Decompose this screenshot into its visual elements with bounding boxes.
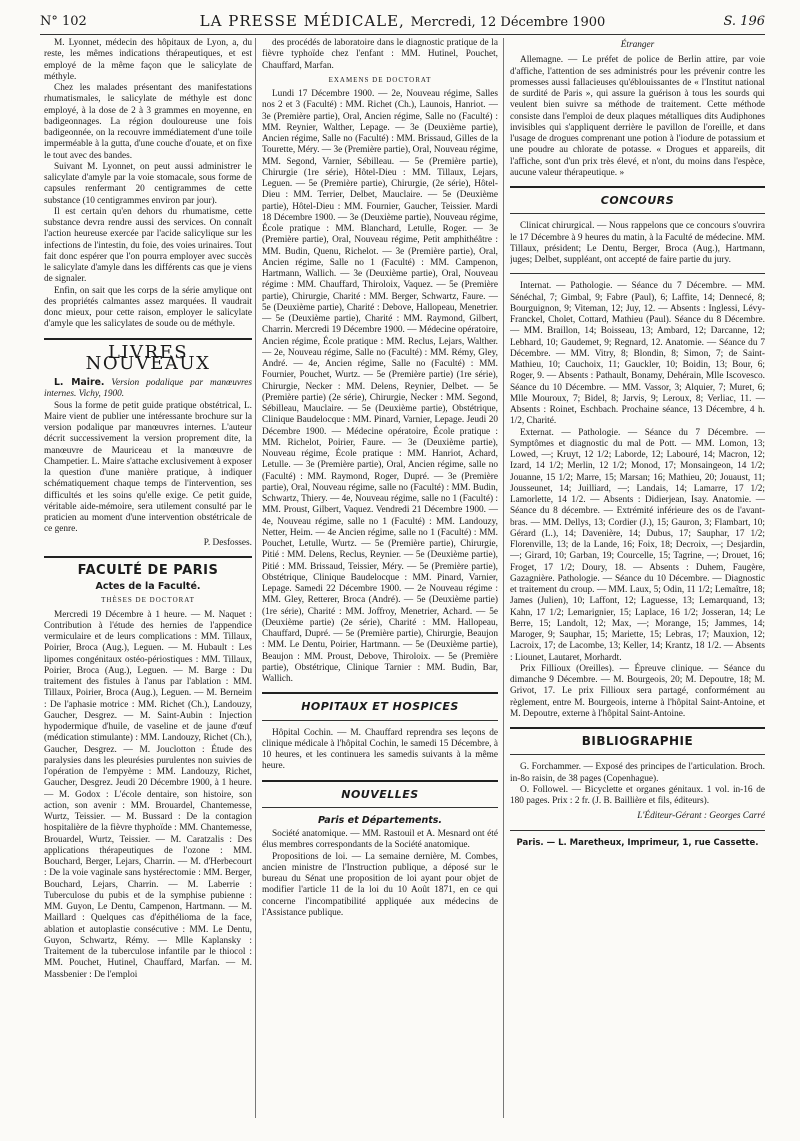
examens-heading: EXAMENS DE DOCTORAT xyxy=(328,75,432,84)
clinicat-text: Clinicat chirurgical. — Nous rappelons que ce concours s'ouvrira le 17 Décembre à 9 heures du matin, à la Faculté de médecine. MM. Tillaux, président; Le Dentu, Berger, Broca (Aug.), Hartmann, juges; Delbet, suppléant, ont accepté de faire partie du jury. xyxy=(510,221,765,265)
divider xyxy=(262,692,498,694)
journal-title-line xyxy=(40,12,765,30)
column-left xyxy=(44,38,252,981)
printer-footer: Paris. — L. Maretheux, Imprimeur, 1, rue Cassette. xyxy=(516,837,759,848)
concours-heading: CONCOURS xyxy=(600,194,675,207)
bibliographie-heading: BIBLIOGRAPHIE xyxy=(581,734,694,748)
column-divider-2 xyxy=(503,38,504,1118)
theses-heading: THÈSES DE DOCTORAT xyxy=(101,596,195,605)
page-number: S. 196 xyxy=(723,14,765,29)
divider xyxy=(510,186,765,188)
divider xyxy=(262,807,498,808)
nouvelles-heading: NOUVELLES xyxy=(341,787,419,801)
review-signature: P. Desfosses. xyxy=(203,537,252,548)
paragraph: des procédés de laboratoire dans le diagnostic pratique de la fièvre typhoïde chez l'enfant : MM. Hutinel, Pouchet, Chauffard, Marfan. xyxy=(262,38,498,71)
issue-number: N° 102 xyxy=(40,14,87,29)
paragraph: M. Lyonnet, médecin des hôpitaux de Lyon, a, du reste, les mêmes indications thérapeutiques, et est employé de la même façon que le salicylate de méthyle. xyxy=(44,38,252,82)
divider xyxy=(44,338,252,340)
hopitaux-heading: HOPITAUX ET HOSPICES xyxy=(301,700,459,714)
divider xyxy=(510,830,765,831)
livres-nouveaux-heading: LIVRES NOUVEAUX xyxy=(85,341,211,374)
divider xyxy=(510,213,765,214)
paragraph: Chez les malades présentant des manifestations rhumatismales, le salicylate de méthyle est donc employé, à la dose de 2 à 3 grammes en moyenne, en badigeonnages. La région douloureuse une fois badigeonnée, on la recouvre immédiatement d'une toile imperméable à la gutta, d'une couche d'ouate, et on fixe le tout avec des bandes. xyxy=(44,83,252,161)
prix-text: Prix Fillioux (Oreilles). — Épreuve clinique. — Séance du dimanche 9 Décembre. — M. Bourgeois, 20; M. Depoutre, 18; M. Grivot, 17. Le prix Fillioux sera partagé, conformément au règlement, entre M. Bourgeois, interne à l'hôpital Saint-Antoine, et M. Depoutre, externe à l'hôpital Saint-Antoine. xyxy=(510,663,765,719)
paragraph: Suivant M. Lyonnet, on peut aussi administrer le salicylate d'amyle par la voie stomacale, sous forme de capsules renfermant 20 centigrammes de cette substance (10 centigrammes environ par jour). xyxy=(44,161,252,206)
societe-text: Société anatomique. — MM. Rastouil et A. Mesnard ont été élus membres correspondants de la Société anatomique. xyxy=(262,829,498,851)
book-review xyxy=(44,377,252,401)
journal-title: LA PRESSE MÉDICALE, xyxy=(199,12,405,30)
allemagne-text: Allemagne. — Le préfet de police de Berlin attire, par voie d'affiche, l'attention de ses administrés pour les prévenir contre les promesses aussi fallacieuses qu'éblouissantes de « l'Institut national de surdité de Paris », qui assure la guérison à tous les sourds qui veulent bien suivre sa méthode de traitement. Cette méthode consiste dans l'emploi de deux plaques métalliques dits Audiphones invisibles qui s'appliquent derrière le pavillon de l'oreille, et dans l'usage de drogues comprenant une potion à l'iodure de potassium et une poudre au chlorate de potasse. « Drogues et appareils, dit l'affiche, sont d'un prix très élevé, et n'ont, du moins dans l'espèce, aucune valeur thérapeutique. » xyxy=(510,55,765,178)
book-review-text: Sous la forme de petit guide pratique obstétrical, L. Maire vient de publier une intéressante brochure sur la version podalique par manœuvres internes. L'auteur décrit successivement la version proprement dite, la manœuvre de Mauriceau et la manœuvre de Champetier. L. Maire s'attache exclusivement à exposer la question d'une manière pratique, à indiquer schématiquement chaque temps de l'intervention, ses difficultés et les soins qu'elle exige. Ce petit guide, véritable aide-mémoire, sera utilement consulté par le praticien au moment d'une intervention obstétricale de ce genre. xyxy=(44,400,252,535)
externat-text: Externat. — Pathologie. — Séance du 7 Décembre. — Symptômes et diagnostic du mal de Pott. — MM. Lomon, 13; Lowed, —; Kruyt, 12 1/2; Laborde, 12; Labouré, 14; Macron, 12; Izard, 14 1/2; Merlin, 12 1/2; Monod, 17; Monsaingeon, 14 1/2; Jouanne, 15 1/2; Marre, 15; Marsan; 16; Mathieu, 20; Jouaust, 11; Jousseunet, 14; Juilliard, —; Landais, 14; Lamarre, 17 1/2; Lamorlette, 14 1/2. — Absents : Didierjean, Isay. Anatomie. — Séance du 8 décembre. — Extrémité inférieure des os de l'avant-bras. — MM. Dellys, 13; Cordier (J.), 15; Gauron, 3; Flambart, 10; Gérard (L.), 14; Davenière, 14; Dubus, 17; Sauphar, 17 1/2; Florenville, 13; de la Lande, 16; Foix, 18; Decroix, —; Desjardin, —; Girard, 10; Garban, 19; Courcelle, 15; Tagrine, —; Drouet, 16; Froget, 17 1/2; Doury, 18. — Absents : Duhem, Faugère, Gazagnière. Pathologie. — Séance du 10 Décembre. — Diagnostic et traitement du croup. — MM. Laux, 5; Odin, 11 1/2; Lemaître, 18; James (Julien), 10; Laffont, 12; Laguesse, 13; Lemarquand, 13; Kahn, 17 1/2; Lemarignier, 15; Laplace, 16 1/2; Josseran, 14; Le Berre, 15; Landolt, 12; Max, —; Morange, 15; Jammes, 14; Maroger, 9; Sauphar, 15; Mariette, 15; Lebras, 17; Mauxion, 12; Lacroix, 17; de Lacombe, 13; Keller, 14; Krantz, 18 1/2. — Absents : Liounet, Lautaret, Morhardt. xyxy=(510,427,765,663)
actes-heading: Actes de la Faculté. xyxy=(95,581,201,592)
biblio-entry: O. Followel. — Bicyclette et organes génitaux. 1 vol. in-16 de 180 pages. Prix : 2 fr. (J. B. Baillière et fils, éditeurs). xyxy=(510,784,765,806)
divider xyxy=(510,727,765,729)
column-middle xyxy=(262,38,498,919)
faculte-heading: FACULTÉ DE PARIS xyxy=(77,562,219,578)
book-author: L. Maire. xyxy=(54,377,105,388)
page-header xyxy=(40,12,765,35)
propositions-text: Propositions de loi. — La semaine dernière, M. Combes, ancien ministre de l'Instruction publique, a déposé sur le bureau du Sénat une proposition de loi ayant pour objet de modifier l'article 11 de la loi du 10 Août 1871, en ce qui concerne l'incompatibilité appliquée aux médecins de l'Assistance publique. xyxy=(262,851,498,918)
column-right xyxy=(510,38,765,849)
hopitaux-text: Hôpital Cochin. — M. Chauffard reprendra ses leçons de clinique médicale à l'hôpital Cochin, le samedi 15 Décembre, à 10 heures, et les continuera les samedis suivants à la même heure. xyxy=(262,727,498,772)
divider xyxy=(510,754,765,755)
theses-text: Mercredi 19 Décembre à 1 heure. — M. Naquet : Contribution à l'étude des hernies de l'appendice vermiculaire et de leurs complications : MM. Tillaux, Poirier, Broca (Aug.), Leguen. — M. Hubault : Les lipomes congénitaux ostéo-périostiques : MM. Tillaux, Poirier, Broca (Aug.), Leguen. — M. Barge : Du traitement des fistules à l'anus par l'ablation : MM. Tillaux, Poirier, Broca (Aug.), Leguen. — M. Berneim : De l'aphasie motrice : MM. Richet (Ch.), Landouzy, Gaucher, Desgrez. — M. Saint-Aubin : Injection hypodermique d'huile, de vaseline et de jaune d'œuf (médication stimulante) : MM. Landouzy, Richet (Ch.), Gaucher, Desgrez. — M. Jouclotton : Étude des paralysies dans les pleurésies purulentes non suivies de l'opération de l'empyème : MM. Landouzy, Richet, Gaucher, Desgrez. Jeudi 20 Décembre 1900, à 1 heure. — M. Godox : L'école dentaire, son histoire, son action, son avenir : MM. Brouardel, Chantemesse, Wurtz, Teissier. — M. Bussard : De la contagion hospitalière de la fièvre thyphoïde : MM. Chantemesse, Brouardel, Wurtz, Teissier. — M. Caratzalis : Des applications thérapeutiques de l'ozone : MM. Bouchard, Berger, Lejars, Charrin. — M. d'Herbecourt : De la voie vaginale sans hystérectomie : MM. Berger, Bouchard, Lejars, Charrin. — M. Laberrie : Tuberculose du pubis et de la symphise pubienne : MM. Guyon, Le Dentu, Campenon, Hartmann. — M. Maillard : Quelques cas d'épithélioma de la face, ablation et autoplastie consécutive : MM. Le Dentu, Guyon, Schwartz, Rémy. — Mlle Kaplansky : Traitement de la tuberculose infantile par le thiocol : MM. Pouchet, Hutinel, Chauffard, Marfan. — M. Massbenier : De l'emploi xyxy=(44,609,252,980)
book-reference: Version podalique par manœuvres internes. Vichy, 1900. xyxy=(44,378,252,400)
internat-text: Internat. — Pathologie. — Séance du 7 Décembre. — MM. Sénéchal, 7; Gimbal, 9; Fabre (Paul), 6; Laffite, 14; Dennecé, 8; Bourguignon, 9; Viteman, 12; Juy, 12. — Absents : Inglessi, Lévy-Franckel, Cholet, Cottard, Mathieu (Paul). Séance du 8 Décembre. — MM. Braillon, 14; Boisseau, 13; Ambard, 12; Darcanne, 12; Lebhard, 10; Gaudemet, 9; Regnard, 12. Anatomie. — Séance du 7 Décembre. — MM. Vitry, 8; Blondin, 8; Simon, 7; de Saint-Mathieu, 10; Cauchoix, 11; Gauckler, 10; Boidin, 13; Bour, 6; Roger, 9. — Absents : Pathault, Bonamy, Dehérain, Mlle Iscovesco. Séance du 10 Décembre. — MM. Vassor, 3; Alquier, 7; Muret, 6; Mlle Mouroux, 7; Bidel, 8; Jarvis, 9; Leroux, 8; Verliac, 11. — Absents : Roinet, Eschbach. Prochaine séance, 13 Décembre, 4 h. 1/2, Charité. xyxy=(510,281,765,427)
examens-text: Lundi 17 Décembre 1900. — 2e, Nouveau régime, Salles nos 2 et 3 (Faculté) : MM. Richet (Ch.), Launois, Hanriot. — 3e (Première partie), Oral, Ancien régime, Salle no (Faculté) : MM. Reynier, Walther, Lepage. — 3e (Deuxième partie), Ancien régime, Salle no (Faculté) : MM. Brissaud, Gilles de la Tourette, Méry. — 3e (Première partie), Oral, Nouveau régime, MM. Segond, Varnier, Sébilleau. — 5e (Première partie), Chirurgie (1re série), Hôtel-Dieu : MM. Tillaux, Lejars, Leguen. — 5e (Première partie), Chirurgie, (2e série), Hôtel-Dieu : MM. Terrier, Delbet, Mauclaire. — 5e (Deuxième partie), Hôtel-Dieu : MM. Fournier, Gaucher, Teissier. Mardi 18 Décembre 1900. — 3e (Deuxième partie), Nouveau régime, École pratique : MM. Blanchard, Letulle, Roger. — 3e (Première partie), Oral, Nouveau régime, Petit amphithéâtre : MM. Budin, Quenu, Richelot. — 3e (Première partie), Oral, Ancien régime, Salle no 1 (Faculté) : MM. Campenon, Hartmann, Wallich. — 3e (Deuxième partie), Oral, Nouveau régime : MM. Chauffard, Thiroloix, Vaquez. — 5e (Première partie), Chirurgie, Charité : MM. Berger, Schwartz, Faure. — 5e (Deuxième partie), Charité : Debove, Hallopeau, Menetrier. — 5e (Deuxième partie), Charité : MM. Raymond, Gilbert, Charrin. Mercredi 19 Décembre 1900. — Médecine opératoire, Ancien régime, École pratique : MM. Reclus, Lejars, Walther. — 2e, Nouveau régime, Salle no (Faculté) : MM. Rémy, Gley, André. — 4e, Ancien régime, Salle no (Faculté) : MM. Fournier, Pouchet, Wurtz. — 5e (Première partie) (1re série), Chirurgie, Necker : MM. Delens, Reynier, Delbet. — 5e (Première partie) (2e série), Chirurgie, Necker : MM. Segond, Sébilleau, Mauclaire. — 5e (Deuxième partie), Obstétrique, Clinique Baudelocque : MM. Pinard, Varnier, Lepage. Jeudi 20 Décembre 1900. — Médecine opératoire, École pratique : MM. Richelot, Poirier, Faure. — 3e (Deuxième partie), Nouveau régime, École pratique : MM. Hanriot, Achard, Letulle. — 3e (Première partie), Oral, Ancien régime, salle no (Faculté) : MM. Raymond, Roger, Dupré. — 3e (Première partie), Oral, Nouveau régime, salle no (Faculté) : MM. Budin, Schwartz, Thiery. — 4e, Nouveau régime, salle no 1 (Faculté) : MM. Proust, Gilbert, Vaquez. Vendredi 21 Décembre 1900. — 4e, Nouveau régime, salle no 1 (Faculté) : MM. Landouzy, Netter, Heim. — 4e Ancien régime, salle no 1 (Faculté) : MM. Pouchet, Letulle, Wurtz. — 5e (Première partie), Chirurgie, Pitié : MM. Delens, Reclus, Reynier. — 5e (Deuxième partie), Pitié : MM. Brissaud, Teissier, Méry. — 5e (Première partie), Obstétrique, Clinique Baudelocque : MM. Pinard, Varnier, Lepage. Samedi 22 Décembre 1900. — 2e Nouveau régime : MM. Gley, Retterer, Broca (André). — 5e (Deuxième partie) (1re série), Charité : MM. Joffroy, Menetrier, Achard. — 5e (Deuxième partie) (2e série), Charité : MM. Hallopeau, Chauffard, Dupré. — 5e (Première partie), Chirurgie, Beaujon : MM. Le Dentu, Poirier, Hartmann. — 5e (Deuxième partie), Beaujon : MM. Proust, Debove, Thiroloix. — 5e (Première partie), Obstétrique, Clinique Tarnier : MM. Budin, Bar, Wallich. xyxy=(262,89,498,684)
divider xyxy=(262,720,498,721)
biblio-entry: G. Forchammer. — Exposé des principes de l'articulation. Broch. in-8o raisin, de 38 pages (Copenhague). xyxy=(510,762,765,784)
divider xyxy=(510,273,765,274)
paris-heading: Paris et Départements. xyxy=(317,814,443,826)
divider xyxy=(44,556,252,558)
etranger-heading: Étranger xyxy=(620,40,655,50)
paragraph: Enfin, on sait que les corps de la série amylique ont des propriétés calmantes assez marquées. Il vaudrait donc mieux, pour cette raison, employer le salicylate d'amyle que les salicylates de soude ou de méthyle. xyxy=(44,285,252,330)
paragraph: Il est certain qu'en dehors du rhumatisme, cette substance devra rendre aussi des services. On connaît l'action heureuse exercée par l'acide salicylique sur les infections de l'intestin, du foie, des voies urinaires. Tout fait donc espérer que l'on pourra employer avec succès le salicylate d'amyle dans les différents cas que je viens de signaler. xyxy=(44,206,252,285)
divider xyxy=(262,780,498,782)
column-divider-1 xyxy=(255,38,256,1118)
issue-date: Mercredi, 12 Décembre 1900 xyxy=(410,15,606,30)
editor-line: L'Éditeur-Gérant : Georges Carré xyxy=(637,811,765,822)
